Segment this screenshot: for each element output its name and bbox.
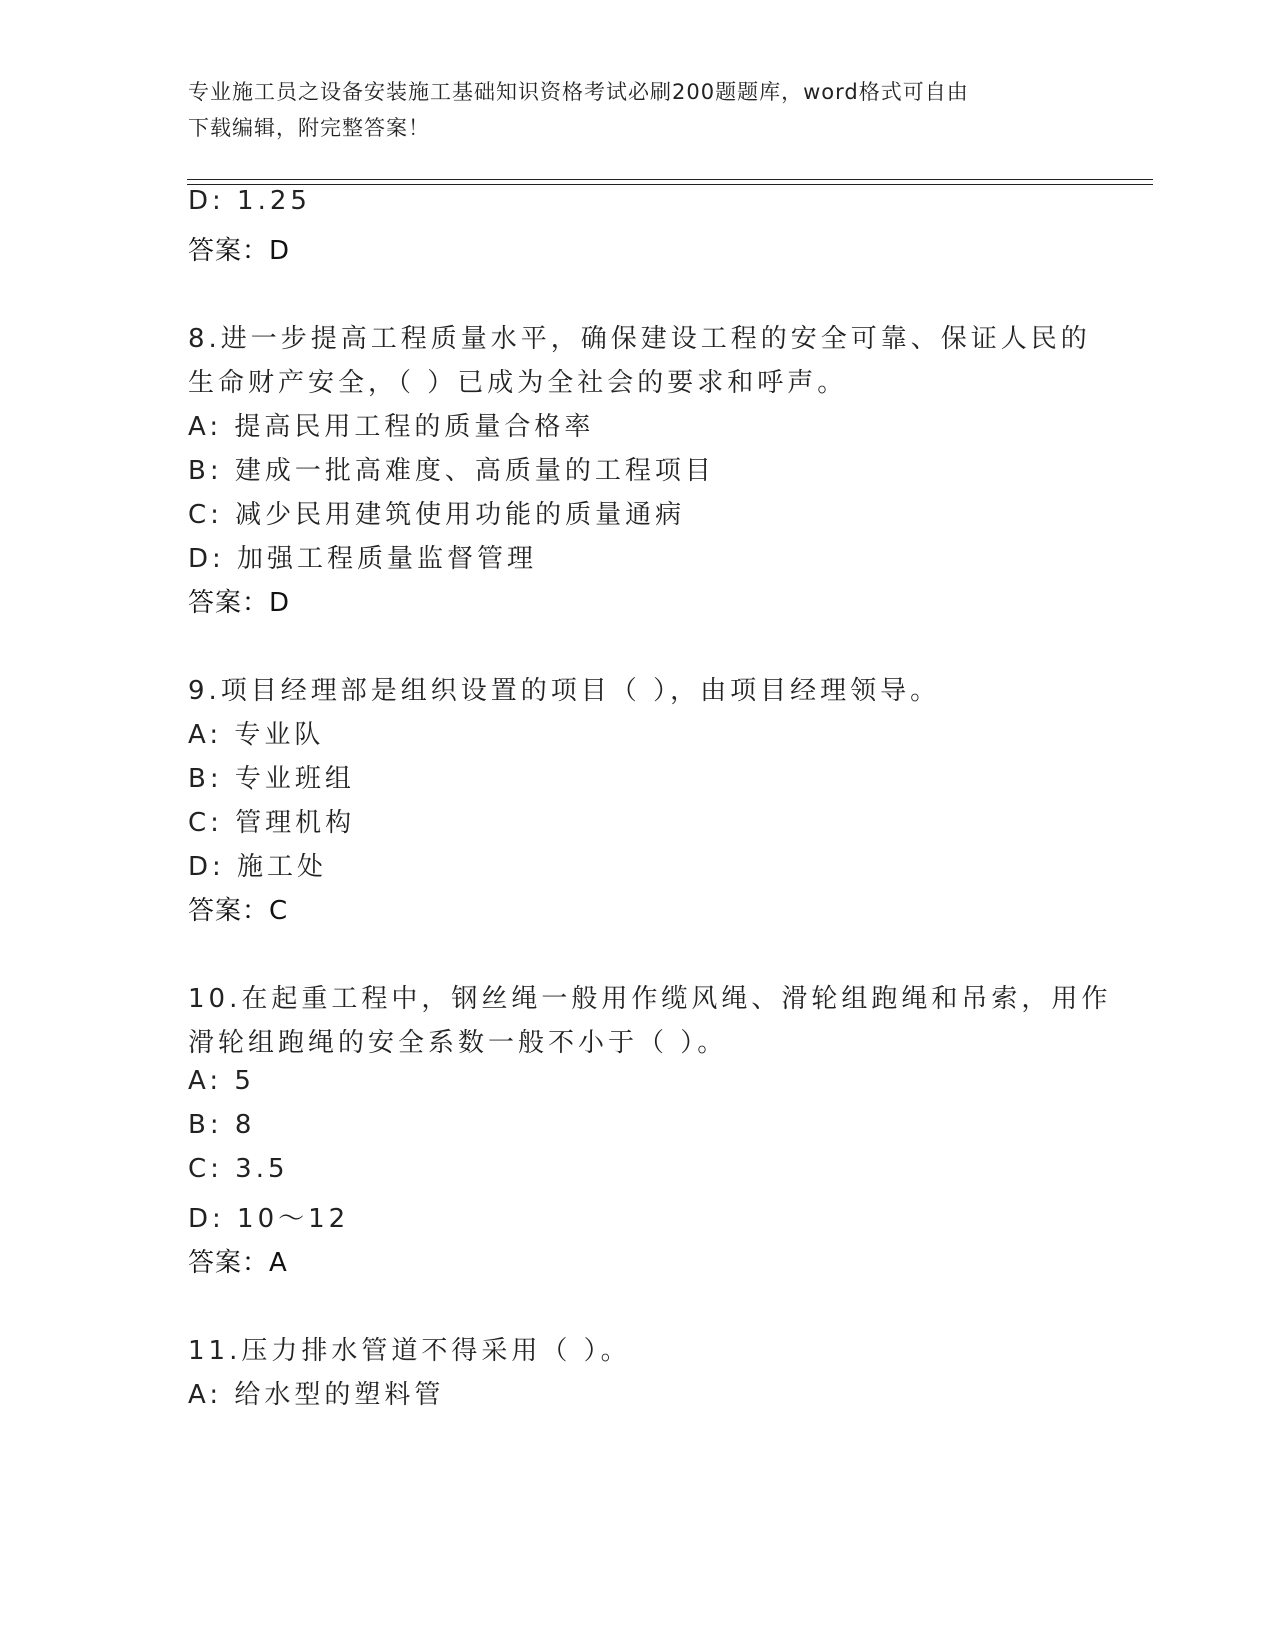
header-rule-top <box>187 179 1153 180</box>
prev-option-d: D: 1.25 <box>188 186 311 216</box>
q9-option-a: A: 专业队 <box>188 720 325 750</box>
q9-option-d: D: 施工处 <box>188 852 328 882</box>
page-header <box>188 74 1068 146</box>
q9-option-b: B: 专业班组 <box>188 764 355 794</box>
q10-option-d: D: 10～12 <box>188 1204 350 1234</box>
q9-answer: 答案：C <box>188 896 289 926</box>
q8-option-c: C: 减少民用建筑使用功能的质量通病 <box>188 500 686 530</box>
q10-stem-line-2: 滑轮组跑绳的安全系数一般不小于（ ）。 <box>188 1028 728 1058</box>
q8-stem-line-1: 8.进一步提高工程质量水平，确保建设工程的安全可靠、保证人民的 <box>188 324 1091 354</box>
q8-option-d: D: 加强工程质量监督管理 <box>188 544 538 574</box>
q10-option-c: C: 3.5 <box>188 1154 289 1184</box>
header-line-1: 专业施工员之设备安装施工基础知识资格考试必刷200题题库，word格式可自由 <box>188 80 969 104</box>
q9-option-c: C: 管理机构 <box>188 808 356 838</box>
q10-option-a: A: 5 <box>188 1066 255 1096</box>
q10-stem-line-1: 10.在起重工程中，钢丝绳一般用作缆风绳、滑轮组跑绳和吊索，用作 <box>188 984 1112 1014</box>
q8-stem-line-2: 生命财产安全，（ ）已成为全社会的要求和呼声。 <box>188 368 848 398</box>
q10-answer: 答案：A <box>188 1248 288 1278</box>
q11-option-a: A: 给水型的塑料管 <box>188 1380 445 1410</box>
q8-answer: 答案：D <box>188 588 291 618</box>
header-rule-bottom <box>187 184 1153 185</box>
q11-stem-line-1: 11.压力排水管道不得采用（ ）。 <box>188 1336 631 1366</box>
q9-stem-line-1: 9.项目经理部是组织设置的项目（ ），由项目经理领导。 <box>188 676 941 706</box>
q8-option-a: A: 提高民用工程的质量合格率 <box>188 412 595 442</box>
prev-answer: 答案：D <box>188 236 291 266</box>
q10-option-b: B: 8 <box>188 1110 256 1140</box>
header-line-2: 下载编辑，附完整答案！ <box>188 116 430 140</box>
q8-option-b: B: 建成一批高难度、高质量的工程项目 <box>188 456 715 486</box>
